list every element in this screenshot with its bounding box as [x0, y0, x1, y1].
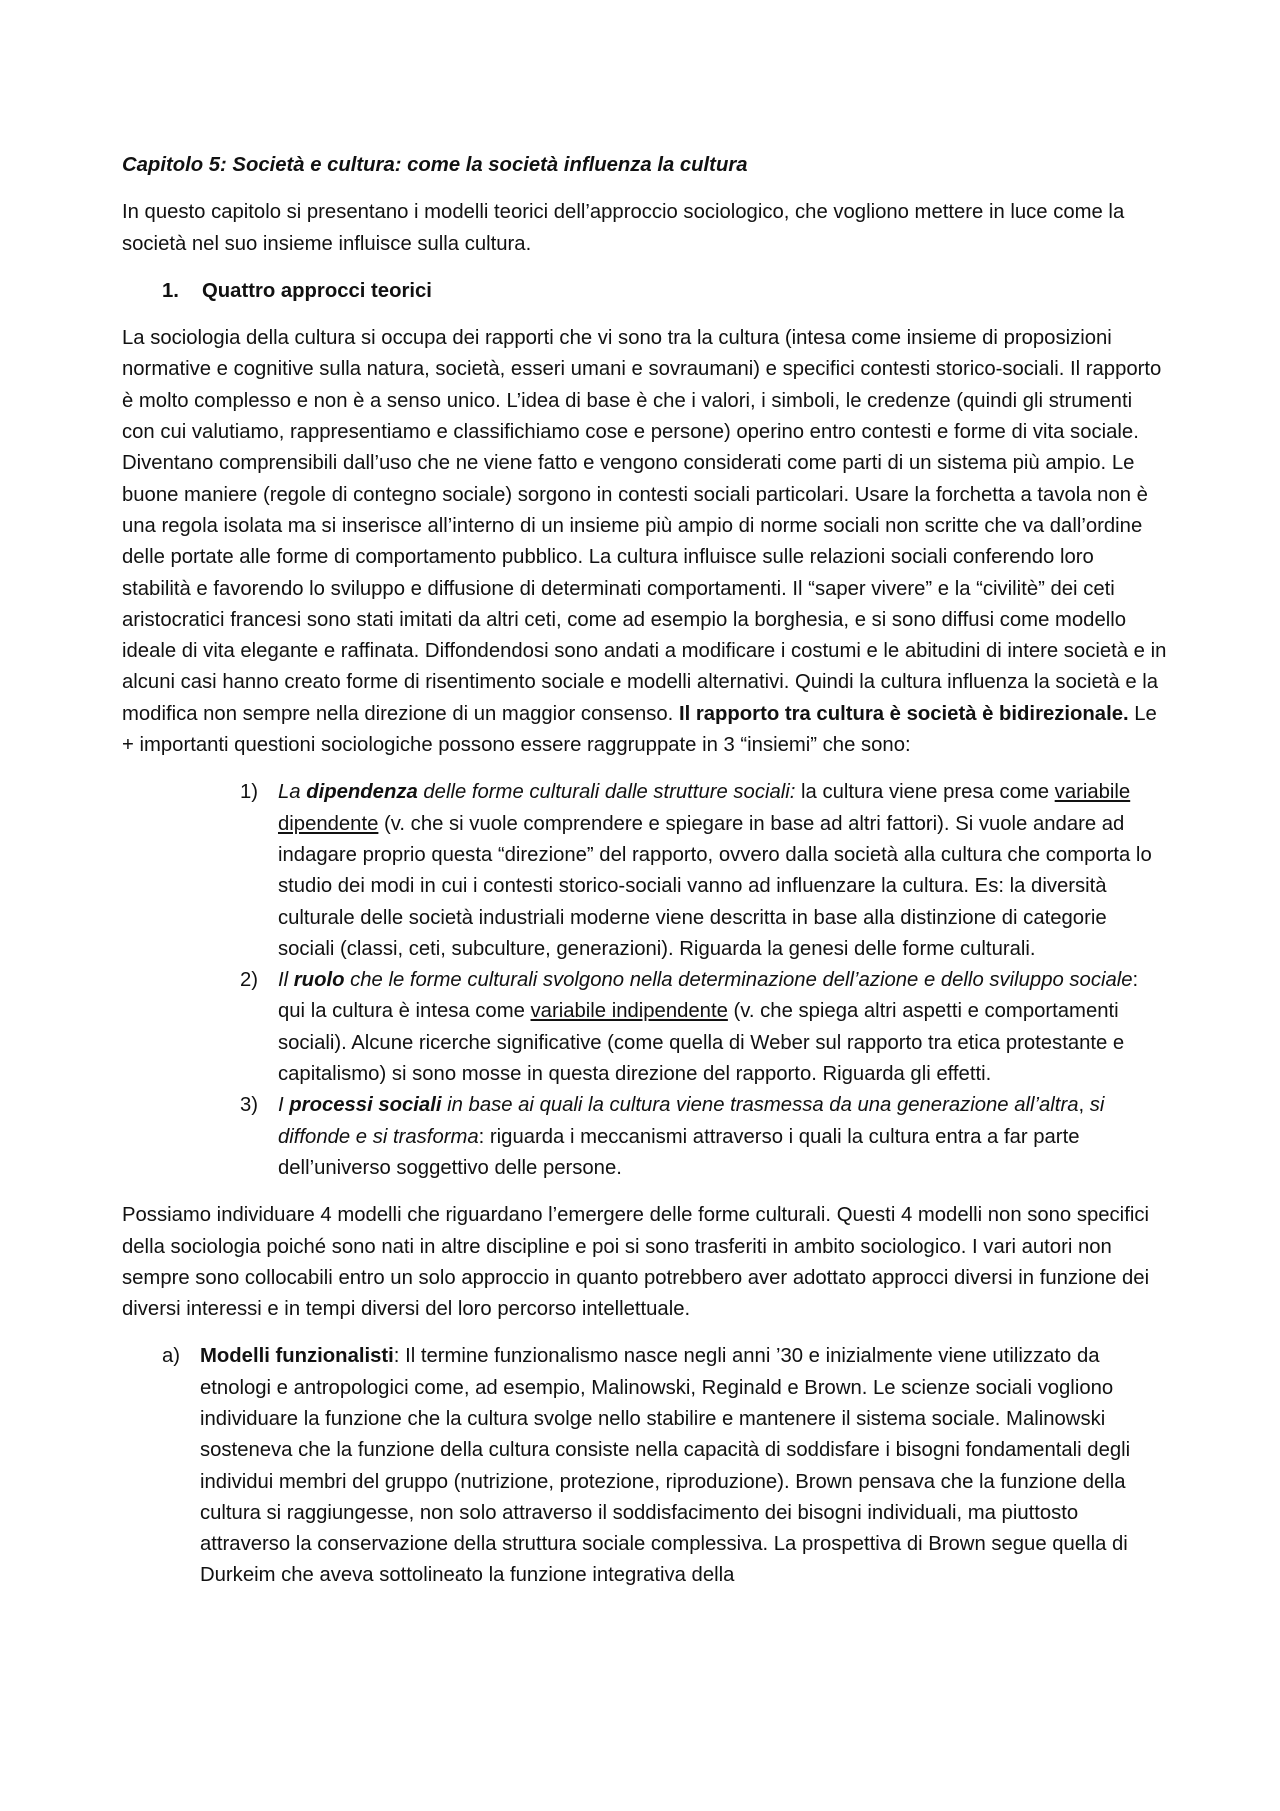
lettered-list	[122, 1341, 1167, 1591]
item-text: : Il termine funzionalismo nasce negli anni ’30 e inizialmente viene utilizzato da etnologi e antropologici come, ad esempio, Malinowski, Reginald e Brown. Le scienze sociali vogliono individuare la funzione che la cultura svolge nello stabilire e mantenere il sistema sociale. Malinowski sosteneva che la funzione della cultura consiste nella capacità di soddisfare i bisogni fondamentali degli individui membri del gruppo (nutrizione, protezione, riproduzione). Brown pensava che la funzione della cultura si raggiungesse, non solo attraverso il soddisfacimento dei bisogni individuali, ma piuttosto attraverso la conservazione della struttura sociale complessiva. La prospettiva di Brown segue quella di Durkeim che aveva sottolineato la funzione integrativa della	[200, 1345, 1131, 1587]
item-keyword: ruolo	[293, 969, 345, 992]
item-lead: Il	[278, 969, 294, 992]
numbered-list	[122, 777, 1167, 1184]
document-page	[122, 150, 1167, 1592]
intro-paragraph: In questo capitolo si presentano i modelli teorici dell’approccio sociologico, che vogliono mettere in luce come la società nel suo insieme influisce sulla cultura.	[122, 201, 1125, 255]
item-keyword: processi sociali	[289, 1094, 442, 1117]
list-marker: 1)	[240, 781, 259, 804]
item-text-continued: (v. che si vuole comprendere e spiegare in base ad altri fattori). Si vuole andare ad indagare proprio questa “direzione” del rapporto, ovvero dalla società alla cultura che comporta lo studio dei modi in cui i contesti storico-sociali vanno ad influenzare la cultura. Es: la diversità culturale delle società industriali moderne viene descritta in base alla distinzione di categorie sociali (classi, ceti, subculture, generazioni). Riguarda la genesi delle forme culturali.	[278, 812, 1152, 960]
item-keyword: dipendenza	[306, 781, 418, 804]
item-text: : qui la cultura è intesa come	[278, 969, 1139, 1023]
section-heading	[162, 276, 1167, 307]
item-lead: La	[278, 781, 307, 804]
body-paragraph-2: Possiamo individuare 4 modelli che riguardano l’emergere delle forme culturali. Questi 4 modelli non sono specifici della sociologia poiché sono nati in altre discipline e poi si sono trasferiti in ambito sociologico. I vari autori non sempre sono collocabili entro un solo approccio in quanto potrebbero aver adottato approcci diversi in funzione dei diversi interessi e in tempi diversi del loro percorso intellettuale.	[122, 1204, 1150, 1321]
section-heading-text: Quattro approcci teorici	[202, 279, 432, 302]
paragraph-text: La sociologia della cultura si occupa dei rapporti che vi sono tra la cultura (intesa come insieme di proposizioni normative e cognitive sulla natura, società, esseri umani e sovraumani) e specifici contesti storico-sociali. Il rapporto è molto complesso e non è a senso unico. L’idea di base è che i valori, i simboli, le credenze (quindi gli strumenti con cui valutiamo, rappresentiamo e classifichiamo cose e persone) operino entro contesti e forme di vita sociale. Diventano comprensibili dall’uso che ne viene fatto e vengono considerati come parti di un sistema più ampio. Le buone maniere (regole di contegno sociale) sorgono in contesti sociali particolari. Usare la forchetta a tavola non è una regola isolata ma si inserisce all’interno di un insieme più ampio di norme sociali non scritte che va dall’ordine delle portate alle forme di comportamento pubblico. La cultura influisce sulle relazioni sociali conferendo loro stabilità e favorendo lo sviluppo e diffusione di determinati comportamenti. Il “saper vivere” e la “civilitè” dei ceti aristocratici francesi sono stati imitati da altri ceti, come ad esempio la borghesia, e si sono diffusi come modello ideale di vita elegante e raffinata. Diffondendosi sono andati a modificare i costumi e le abitudini di intere società e in alcuni casi hanno creato forme di risentimento sociale e modelli alternativi. Quindi la cultura influenza la società e la modifica non sempre nella direzione di un maggior consenso.	[122, 327, 1167, 725]
list-item-3	[122, 1090, 1167, 1184]
paragraph-tail: Le + importanti questioni sociologiche possono essere raggruppate in 3 “insiemi” che sono:	[122, 702, 1157, 757]
list-item-1	[122, 777, 1167, 965]
item-text: ,	[1078, 1094, 1090, 1117]
item-text-continued: (v. che spiega altri aspetti e comportamenti sociali). Alcune ricerche significative (come quella di Weber sul rapporto tra etica protestante e capitalismo) si sono mosse in questa direzione del rapporto. Riguarda gli effetti.	[278, 1000, 1125, 1086]
paragraph-bold-statement: Il rapporto tra cultura è società è bidirezionale.	[678, 702, 1129, 725]
item-lead: I	[278, 1094, 290, 1117]
list-item-a	[122, 1341, 1167, 1591]
chapter-title: Capitolo 5: Società e cultura: come la società influenza la cultura	[122, 154, 748, 176]
item-italic-text: in base ai quali la cultura viene trasmessa da una generazione all’altra	[441, 1094, 1079, 1117]
list-marker: a)	[162, 1345, 181, 1368]
list-marker: 3)	[240, 1094, 259, 1117]
item-heading: Modelli funzionalisti	[200, 1345, 394, 1368]
item-italic-text: che le forme culturali svolgono nella determinazione dell’azione e dello sviluppo sociale	[344, 969, 1133, 992]
item-italic-text-2: si diffonde e si trasforma	[278, 1094, 1105, 1148]
item-underlined-term: variabile dipendente	[278, 781, 1131, 835]
body-paragraph-1	[122, 323, 1167, 761]
item-underlined-term: variabile indipendente	[530, 1000, 728, 1023]
list-marker: 2)	[240, 969, 259, 992]
item-text: la cultura viene presa come	[795, 781, 1055, 804]
section-number: 1.	[162, 279, 179, 302]
list-item-2	[122, 965, 1167, 1090]
item-italic-text: delle forme culturali dalle strutture sociali:	[417, 781, 796, 804]
item-text-continued: : riguarda i meccanismi attraverso i quali la cultura entra a far parte dell’universo soggettivo delle persone.	[278, 1125, 1080, 1179]
